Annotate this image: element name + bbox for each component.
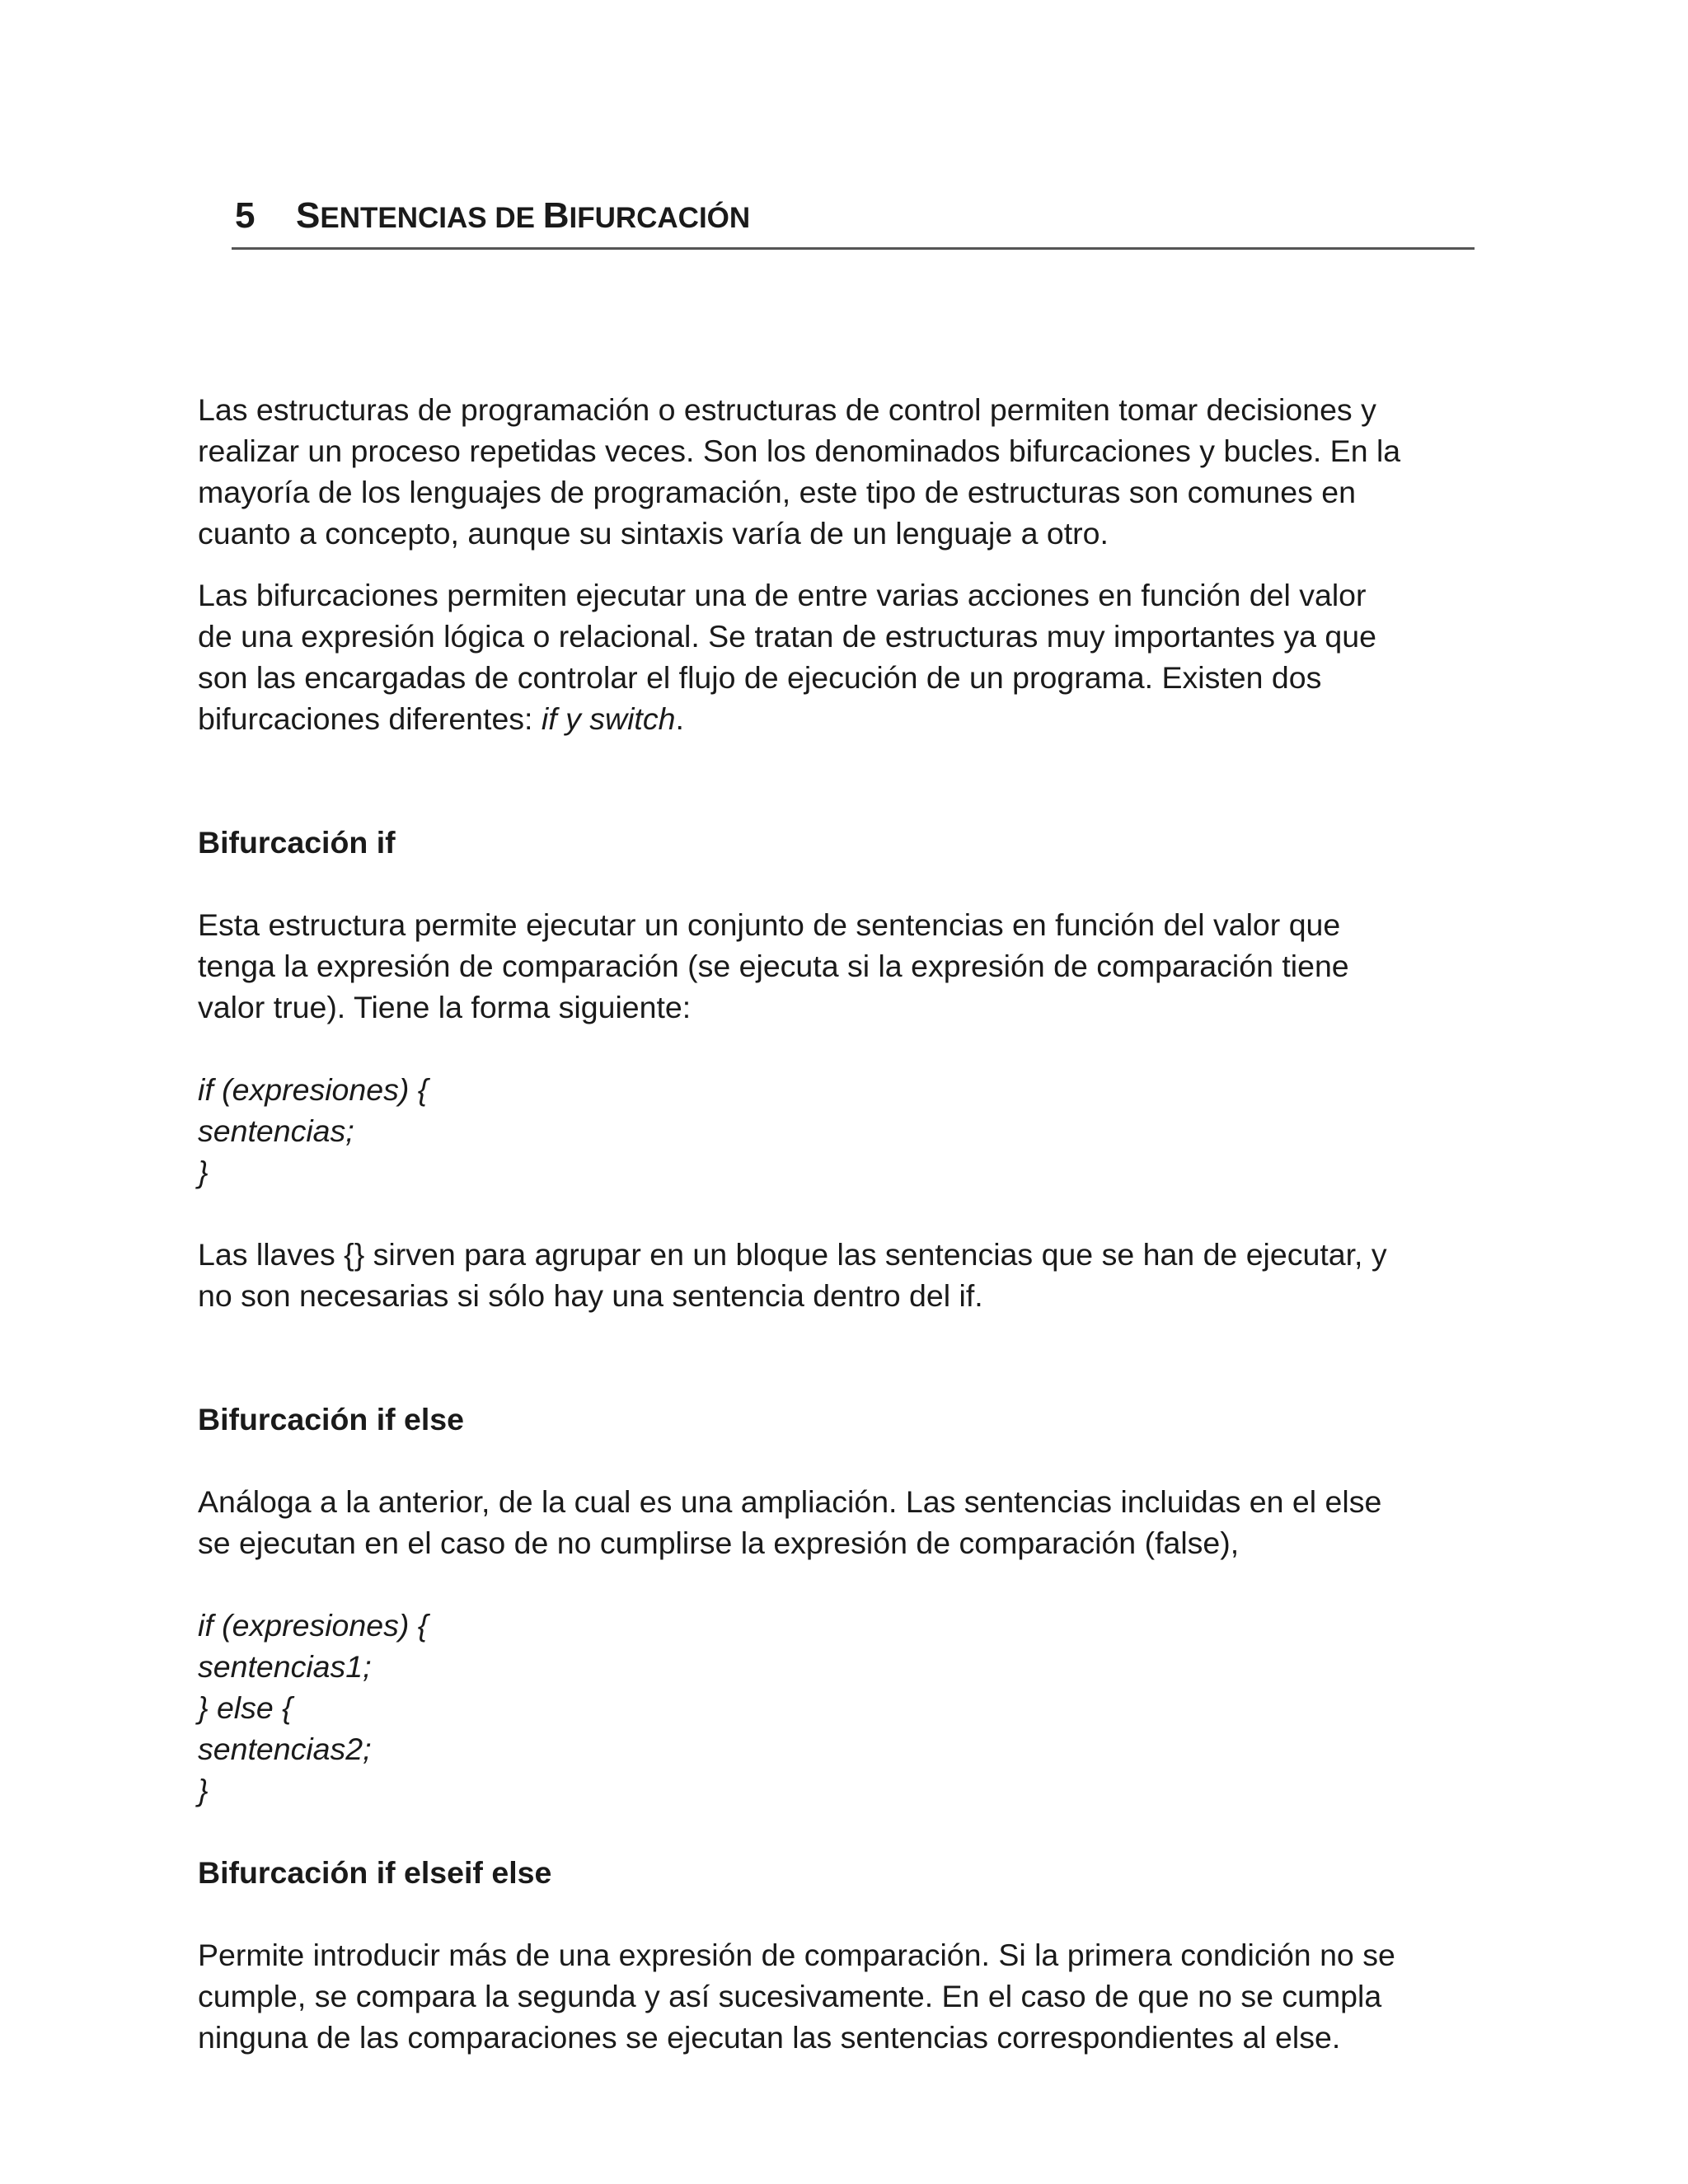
text-line: valor true). Tiene la forma siguiente:	[198, 990, 692, 1024]
code-line: if (expresiones) {	[198, 1608, 429, 1643]
text-line: Las estructuras de programación o estructuras de control permiten tomar decisiones y	[198, 392, 1376, 427]
intro-paragraph-1	[198, 389, 1484, 554]
code-line: sentencias1;	[198, 1649, 372, 1684]
text-line: realizar un proceso repetidas veces. Son los denominados bifurcaciones y bucles. En la	[198, 434, 1401, 468]
section-heading-if-elseif-else: Bifurcación if elseif else	[198, 1855, 552, 1890]
code-block-if-else	[198, 1605, 1484, 1811]
text-line: Permite introducir más de una expresión de comparación. Si la primera condición no se	[198, 1938, 1395, 1972]
text-line: Análoga a la anterior, de la cual es una ampliación. Las sentencias incluidas en el else	[198, 1484, 1382, 1519]
code-block-if	[198, 1069, 1484, 1193]
intro-paragraph-2	[198, 574, 1484, 739]
section-if-elseif-else-description	[198, 1934, 1484, 2058]
text-line: de una expresión lógica o relacional. Se tratan de estructuras muy importantes ya que	[198, 619, 1376, 654]
text-line: tenga la expresión de comparación (se ejecuta si la expresión de comparación tiene	[198, 949, 1349, 983]
code-line: sentencias2;	[198, 1732, 372, 1766]
chapter-title-initial-2: B	[542, 195, 570, 236]
text-fragment: .	[675, 701, 684, 736]
section-if-note	[198, 1234, 1484, 1316]
text-line	[198, 698, 1484, 739]
document-body	[198, 389, 1484, 2058]
chapter-title-rest-2: IFURCACIÓN	[569, 202, 751, 234]
text-fragment: bifurcaciones diferentes:	[198, 701, 542, 736]
section-if-else-description	[198, 1481, 1484, 1563]
code-line: } else {	[198, 1690, 293, 1725]
code-line: }	[198, 1155, 209, 1189]
code-line: sentencias;	[198, 1113, 354, 1148]
chapter-number: 5	[235, 195, 256, 236]
keywords-italic: if y switch	[541, 701, 676, 736]
text-line: no son necesarias si sólo hay una sentencia dentro del if.	[198, 1278, 983, 1313]
chapter-title-initial-1: S	[296, 195, 321, 236]
text-line: Las bifurcaciones permiten ejecutar una de entre varias acciones en función del valor	[198, 578, 1367, 612]
text-line: ninguna de las comparaciones se ejecutan las sentencias correspondientes al else.	[198, 2020, 1341, 2055]
text-line: mayoría de los lenguajes de programación, este tipo de estructuras son comunes en	[198, 475, 1356, 509]
text-line: Las llaves {} sirven para agrupar en un bloque las sentencias que se han de ejecutar, y	[198, 1237, 1387, 1272]
text-line: Esta estructura permite ejecutar un conjunto de sentencias en función del valor que	[198, 907, 1341, 942]
text-line: son las encargadas de controlar el flujo de ejecución de un programa. Existen dos	[198, 660, 1322, 695]
code-line: if (expresiones) {	[198, 1072, 429, 1107]
chapter-header	[232, 191, 1475, 250]
text-line: cuanto a concepto, aunque su sintaxis varía de un lenguaje a otro.	[198, 516, 1109, 551]
chapter-title-connector: DE	[486, 202, 543, 234]
section-if-description	[198, 904, 1484, 1028]
chapter-title-rest-1: ENTENCIAS	[320, 202, 487, 234]
chapter-title	[296, 195, 751, 236]
section-heading-if-else: Bifurcación if else	[198, 1402, 465, 1436]
text-line: cumple, se compara la segunda y así sucesivamente. En el caso de que no se cumpla	[198, 1979, 1382, 2013]
code-line: }	[198, 1773, 209, 1807]
text-line: se ejecutan en el caso de no cumplirse la expresión de comparación (false),	[198, 1526, 1240, 1560]
section-heading-if: Bifurcación if	[198, 825, 396, 860]
